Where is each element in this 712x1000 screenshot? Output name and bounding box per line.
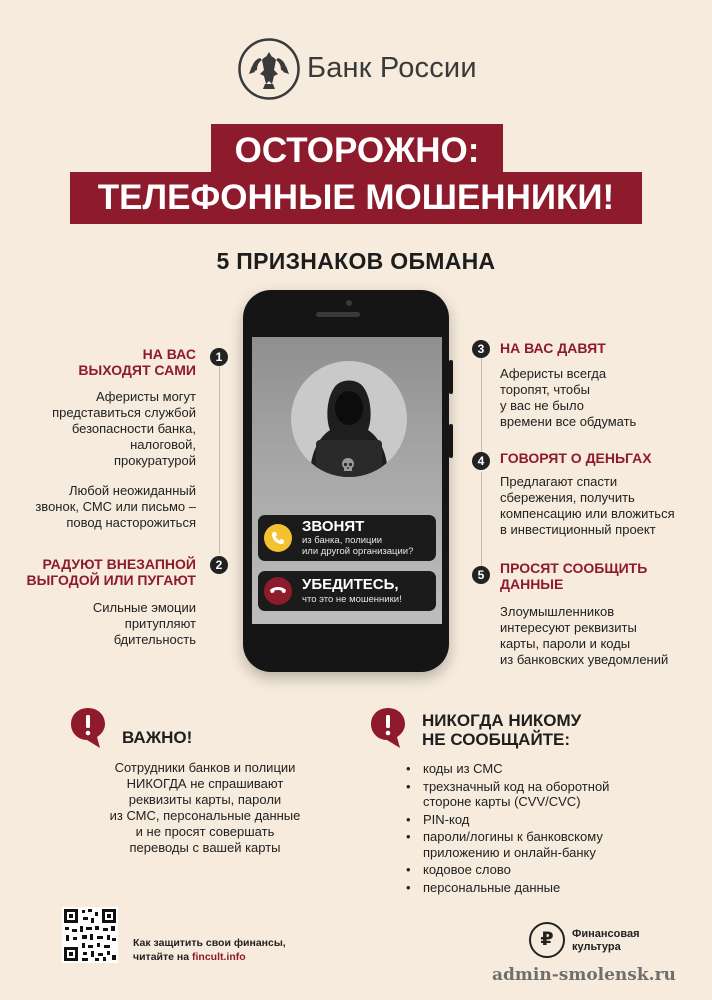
sign-5-text-line: интересуют реквизиты	[500, 620, 637, 635]
important-text-line: переводы с вашей карты	[129, 840, 281, 855]
exclamation-bubble-icon	[370, 707, 406, 749]
list-item: • PIN-код	[406, 812, 609, 828]
qr-code-icon[interactable]	[62, 907, 118, 963]
financial-culture-line: Финансовая	[572, 928, 640, 940]
sign-2-text-line: Сильные эмоции	[92, 600, 196, 615]
decline-call-button[interactable]	[264, 577, 292, 605]
sign-1-text-line: налоговой,	[130, 437, 196, 452]
sign-number-3: 3	[472, 340, 490, 358]
sign-1-text-line: безопасности банка,	[71, 421, 196, 436]
list-item: • персональные данные	[406, 880, 609, 896]
sign-3	[500, 340, 636, 430]
phone-speaker	[316, 312, 360, 317]
phone-side-button	[449, 424, 453, 458]
subtitle: 5 ПРИЗНАКОВ ОБМАНА	[216, 248, 496, 274]
fincult-link[interactable]: fincult.info	[192, 951, 246, 963]
phone-camera	[346, 300, 352, 306]
sign-number-4: 4	[472, 452, 490, 470]
footer-text-line-2	[133, 951, 246, 964]
list-item: • трехзначный код на оборотной стороне карты (CVV/CVC)	[406, 779, 609, 810]
sign-4-heading-line: ГОВОРЯТ О ДЕНЬГАХ	[500, 450, 652, 466]
sign-3-text-line: времени все обдумать	[500, 414, 637, 429]
sign-3-heading-line: НА ВАС ДАВЯТ	[500, 340, 606, 356]
important-text	[70, 760, 340, 856]
list-item: • коды из СМС	[406, 761, 609, 777]
answer-call-button[interactable]	[264, 524, 292, 552]
sign-number-2: 2	[210, 556, 228, 574]
sign-3-text-line: Аферисты всегда	[500, 366, 607, 381]
sign-4	[500, 450, 675, 538]
phone-answer-icon	[270, 530, 286, 546]
ruble-icon: ₽	[529, 922, 565, 958]
never-tell-heading-line: НИКОГДА НИКОМУ	[422, 711, 582, 730]
sign-3-text-line: торопят, чтобы	[500, 382, 590, 397]
sign-5-heading-line: ПРОСЯТ СООБЩИТЬ	[500, 560, 648, 576]
sign-number-5: 5	[472, 566, 490, 584]
call-subtitle-line: из банка, полиции	[302, 535, 383, 546]
skull-icon	[340, 457, 356, 473]
never-tell-heading	[422, 711, 581, 749]
call-title-calling: ЗВОНЯТ	[302, 518, 365, 535]
right-divider-line-lower	[481, 472, 482, 566]
sign-2	[26, 556, 196, 648]
sign-5-text-line: карты, пароли и коды	[500, 636, 631, 651]
sign-1-text-line: представиться службой	[52, 405, 196, 420]
sign-1-extra-line: повод насторожиться	[66, 515, 196, 530]
left-divider-line	[219, 366, 220, 554]
sign-4-text-line: Предлагают спасти	[500, 474, 618, 489]
sign-1-text-line: прокуратурой	[113, 453, 196, 468]
main-title-line-2: ТЕЛЕФОННЫЕ МОШЕННИКИ!	[70, 172, 642, 224]
exclamation-bubble-icon	[70, 707, 106, 749]
sign-1-extra-line: Любой неожиданный	[68, 483, 196, 498]
call-verify-subtitle: что это не мошенники!	[302, 594, 402, 605]
list-item: • кодовое слово	[406, 862, 609, 878]
right-divider-line-upper	[481, 358, 482, 454]
bank-of-russia-eagle-icon	[238, 38, 300, 100]
important-text-line: из СМС, персональные данные	[109, 808, 301, 823]
bank-name: Банк России	[307, 52, 477, 84]
important-text-line: реквизиты карты, пароли	[128, 792, 282, 807]
sign-1-heading-line: НА ВАС	[142, 346, 196, 362]
phone-decline-icon	[269, 584, 287, 598]
sign-1	[35, 346, 196, 531]
sign-2-text-line: бдительность	[113, 632, 196, 647]
sign-2-heading-line: РАДУЮТ ВНЕЗАПНОЙ	[42, 556, 196, 572]
phone-side-button	[449, 360, 453, 394]
sign-5-heading-line: ДАННЫЕ	[500, 576, 564, 592]
footer-text-line-1: Как защитить свои финансы,	[133, 937, 286, 949]
sign-1-text-line: Аферисты могут	[95, 389, 196, 404]
sign-1-heading-line: ВЫХОДЯТ САМИ	[78, 362, 196, 378]
financial-culture-logo-text	[572, 928, 640, 954]
important-text-line: НИКОГДА не спрашивают	[126, 776, 284, 791]
important-text-line: и не просят совершать	[135, 824, 275, 839]
sign-1-extra-line: звонок, СМС или письмо –	[35, 499, 196, 514]
important-heading: ВАЖНО!	[122, 728, 193, 747]
watermark: admin-smolensk.ru	[492, 965, 676, 985]
financial-culture-line: культура	[572, 941, 621, 953]
important-text-line: Сотрудники банков и полиции	[114, 760, 296, 775]
main-title-line-1: ОСТОРОЖНО:	[211, 124, 503, 178]
sign-5	[500, 560, 668, 668]
call-title-verify: УБЕДИТЕСЬ,	[302, 576, 399, 593]
list-item: • пароли/логины к банковскому приложению и онлайн-банку	[406, 829, 609, 860]
sign-3-text-line: у вас не было	[500, 398, 584, 413]
sign-5-text-line: Злоумышленников	[500, 604, 615, 619]
footer-text-prefix: читайте на	[133, 951, 192, 963]
sign-number-1: 1	[210, 348, 228, 366]
sign-4-text-line: компенсацию или вложиться	[500, 506, 675, 521]
sign-4-text-line: сбережения, получить	[500, 490, 635, 505]
sign-5-text-line: из банковских уведомлений	[500, 652, 669, 667]
call-subtitle-line: или другой организации?	[302, 546, 414, 557]
sign-2-text-line: притупляют	[124, 616, 196, 631]
never-tell-list	[406, 761, 609, 897]
sign-4-text-line: в инвестиционный проект	[500, 522, 656, 537]
sign-2-heading-line: ВЫГОДОЙ ИЛИ ПУГАЮТ	[26, 572, 196, 588]
never-tell-heading-line: НЕ СООБЩАЙТЕ:	[422, 730, 571, 749]
